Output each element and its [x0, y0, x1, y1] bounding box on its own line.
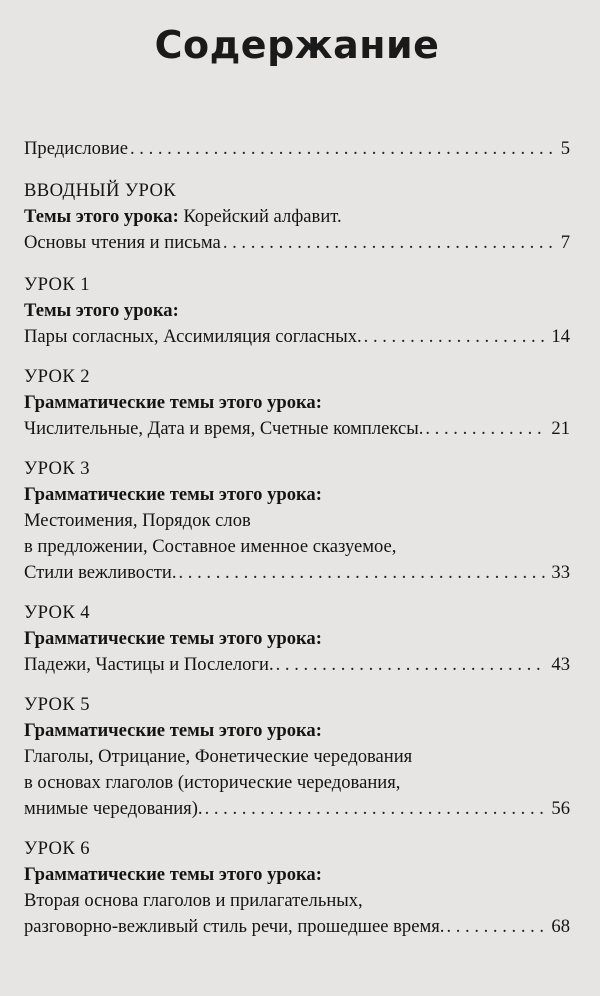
lesson-title: УРОК 4 — [24, 602, 90, 623]
preface-label: Предисловие — [24, 138, 128, 159]
topics-label: Грамматические темы этого урока: — [24, 720, 322, 741]
lesson-title: УРОК 1 — [24, 274, 90, 295]
toc-entry-preface[interactable] — [24, 136, 570, 162]
topics-text: Падежи, Частицы и Послелоги. — [24, 654, 274, 675]
table-of-contents — [24, 136, 570, 940]
page-number: 5 — [560, 138, 570, 159]
lesson-title: УРОК 2 — [24, 366, 90, 387]
page-number: 21 — [551, 418, 570, 439]
toc-entry-lesson[interactable] — [24, 600, 570, 678]
page-number: 14 — [551, 326, 570, 347]
dot-leader — [128, 136, 555, 162]
toc-entry-lesson[interactable] — [24, 456, 570, 586]
page-title: Содержание — [154, 23, 440, 67]
topics-text: Местоимения, Порядок слов — [24, 510, 251, 531]
lesson-title: УРОК 3 — [24, 458, 90, 479]
page-number: 7 — [560, 232, 570, 253]
toc-entry-lesson[interactable] — [24, 272, 570, 350]
topics-text: Вторая основа глаголов и прилагательных, — [24, 890, 363, 911]
dot-leader — [444, 914, 545, 940]
topics-text: Числительные, Дата и время, Счетные комплексы. — [24, 418, 424, 439]
dot-leader — [177, 560, 546, 586]
page-number: 68 — [551, 916, 570, 937]
lesson-title: УРОК 5 — [24, 694, 90, 715]
page-number: 56 — [551, 798, 570, 819]
toc-entry-lesson[interactable] — [24, 692, 570, 822]
topics-label: Грамматические темы этого урока: — [24, 864, 322, 885]
topics-text: Основы чтения и письма — [24, 232, 221, 253]
topics-text: Стили вежливости. — [24, 562, 177, 583]
topics-text: Пары согласных, Ассимиляция согласных. — [24, 326, 362, 347]
dot-leader — [221, 230, 555, 256]
topics-text: мнимые чередования). — [24, 798, 203, 819]
dot-leader — [203, 796, 546, 822]
lesson-title: ВВОДНЫЙ УРОК — [24, 180, 177, 201]
page-number: 33 — [551, 562, 570, 583]
topics-label: Грамматические темы этого урока: — [24, 484, 322, 505]
toc-entry-intro-lesson[interactable] — [24, 178, 570, 256]
topics-text: Глаголы, Отрицание, Фонетические чередования — [24, 746, 413, 767]
topics-label: Грамматические темы этого урока: — [24, 628, 322, 649]
lesson-title: УРОК 6 — [24, 838, 90, 859]
toc-entry-lesson[interactable] — [24, 364, 570, 442]
topics-text: Корейский алфавит. — [178, 206, 342, 227]
topics-text: в предложении, Составное именное сказуемое, — [24, 536, 397, 557]
topics-label: Грамматические темы этого урока: — [24, 392, 322, 413]
topics-label: Темы этого урока: — [24, 206, 179, 227]
lesson-list — [24, 272, 570, 940]
topics-label: Темы этого урока: — [24, 300, 179, 321]
page-number: 43 — [551, 654, 570, 675]
topics-text: в основах глаголов (исторические чередования, — [24, 772, 401, 793]
toc-entry-lesson[interactable] — [24, 836, 570, 940]
dot-leader — [274, 652, 546, 678]
topics-text: разговорно-вежливый стиль речи, прошедшее время. — [24, 916, 445, 937]
dot-leader — [423, 416, 545, 442]
dot-leader — [362, 324, 546, 350]
